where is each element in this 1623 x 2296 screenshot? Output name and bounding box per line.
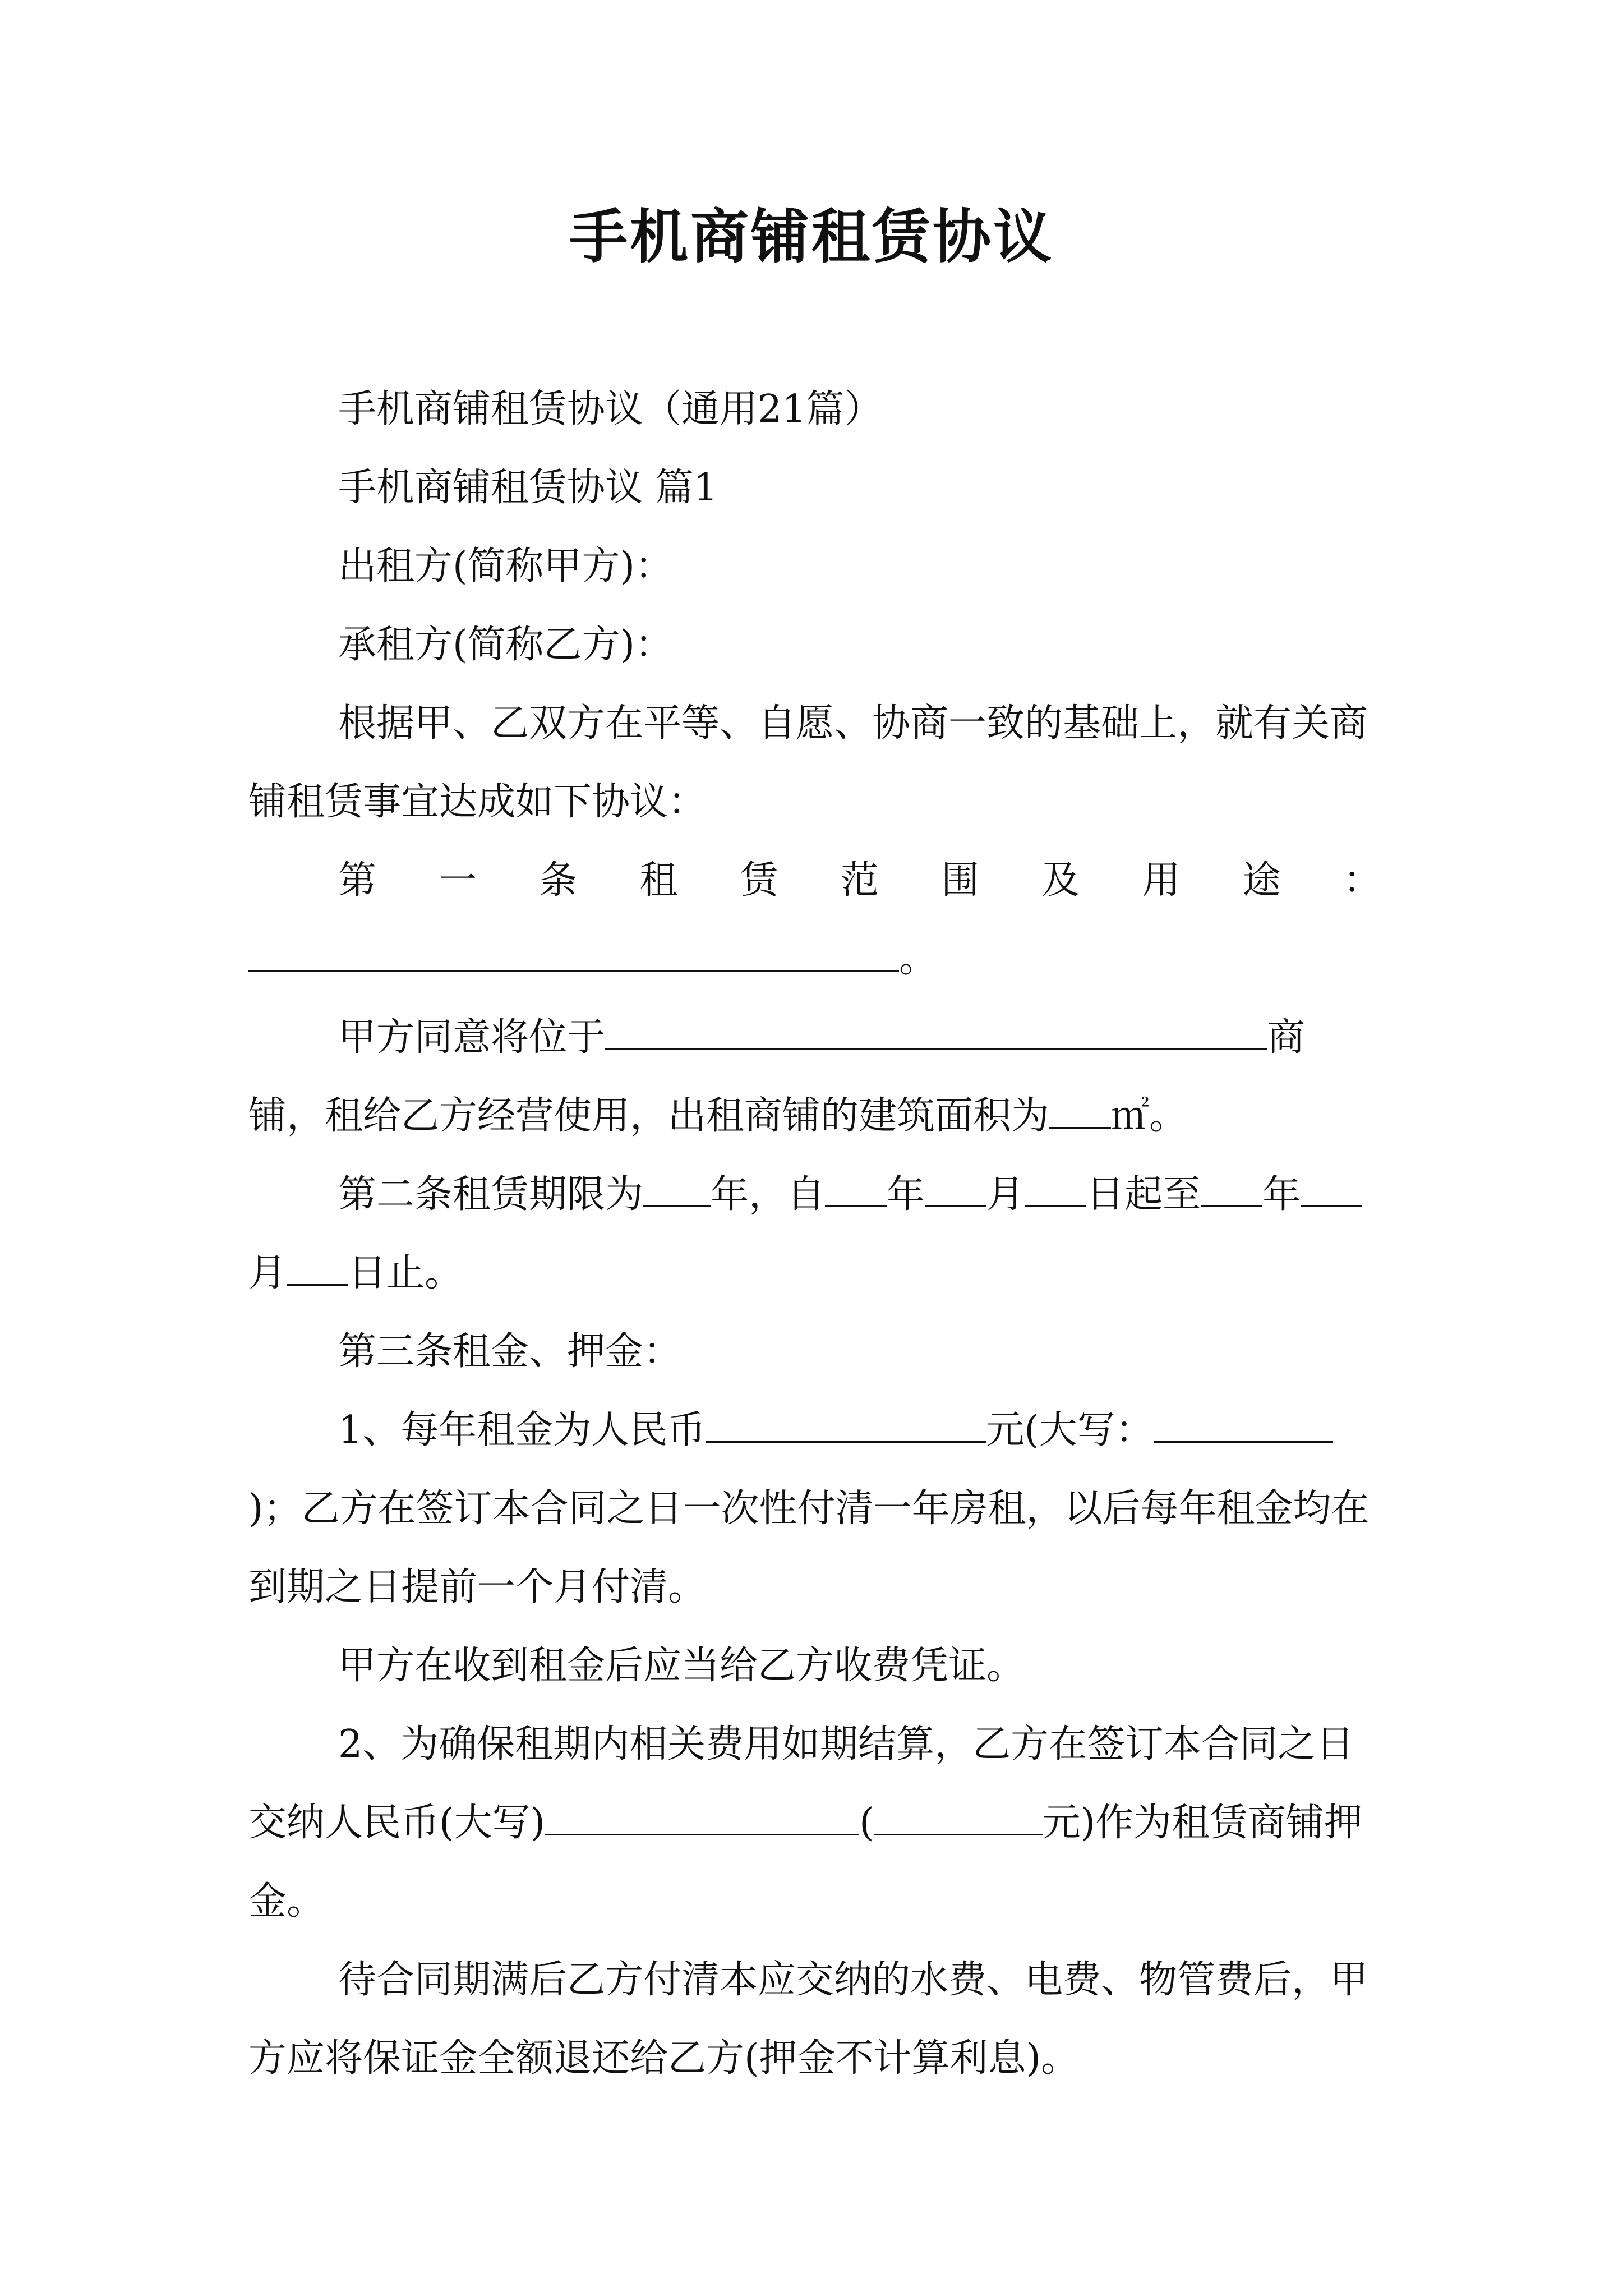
blank-field-usage (248, 936, 899, 972)
paragraph-chapter-heading: 手机商铺租赁协议 篇1 (338, 466, 718, 510)
paragraph-receipt: 甲方在收到租金后应当给乙方收费凭证。 (338, 1644, 1025, 1688)
blank-field-rent-uppercase (1154, 1407, 1333, 1443)
paragraph-article-3-heading: 第三条租金、押金： (338, 1329, 682, 1374)
blank-field-area (1049, 1093, 1111, 1129)
document-body (248, 370, 1381, 2098)
paragraph-lessor: 出租方(简称甲方)： (338, 544, 674, 588)
article-1-blank-line: 。 (248, 920, 1381, 999)
paragraph-annual-rent: 1、每年租金为人民币 元(大写：)；乙方在签订本合同之日一次性付清一年房租，以后每年租金均在到期之日提前一个月付清。 (248, 1408, 1370, 1609)
blank-field-location (605, 1015, 1267, 1050)
paragraph-lease-term: 第二条租赁期限为 年，自 年 月 日起至 年月 日止。 (248, 1156, 1381, 1313)
paragraph-deposit: 2、为确保租期内相关费用如期结算，乙方在签订本合同之日交纳人民币(大写) ( 元)作为租赁商铺押金。 (248, 1722, 1363, 1924)
blank-field-deposit-amount (874, 1800, 1043, 1835)
paragraph-lessee: 承租方(简称乙方)： (338, 623, 674, 667)
blank-field-start-day (1025, 1172, 1086, 1207)
blank-field-start-month (925, 1172, 986, 1207)
blank-field-end-day (287, 1250, 348, 1286)
blank-field-years (643, 1172, 711, 1207)
paragraph-shop-location: 甲方同意将位于 商铺，租给乙方经营使用，出租商铺的建筑面积为 ㎡。 (248, 1015, 1306, 1138)
blank-field-end-year (1201, 1172, 1262, 1207)
blank-field-deposit-uppercase (545, 1800, 859, 1835)
blank-field-rent-amount (706, 1407, 986, 1443)
paragraph-deposit-refund: 待合同期满后乙方付清本应交纳的水费、电费、物管费后，甲方应将保证金全额退还给乙方(押金不计算利息)。 (248, 1958, 1368, 2081)
article-1-heading: 第一条租赁范围及用途： (338, 858, 1381, 903)
document-title: 手机商铺租赁协议 (569, 203, 1054, 271)
blank-field-end-month (1301, 1172, 1362, 1207)
blank-field-start-year (825, 1172, 887, 1207)
article-1 (248, 841, 1381, 999)
paragraph-preamble: 根据甲、乙双方在平等、自愿、协商一致的基础上，就有关商铺租赁事宜达成如下协议： (248, 701, 1368, 824)
paragraph-subtitle: 手机商铺租赁协议（通用21篇） (338, 387, 883, 431)
